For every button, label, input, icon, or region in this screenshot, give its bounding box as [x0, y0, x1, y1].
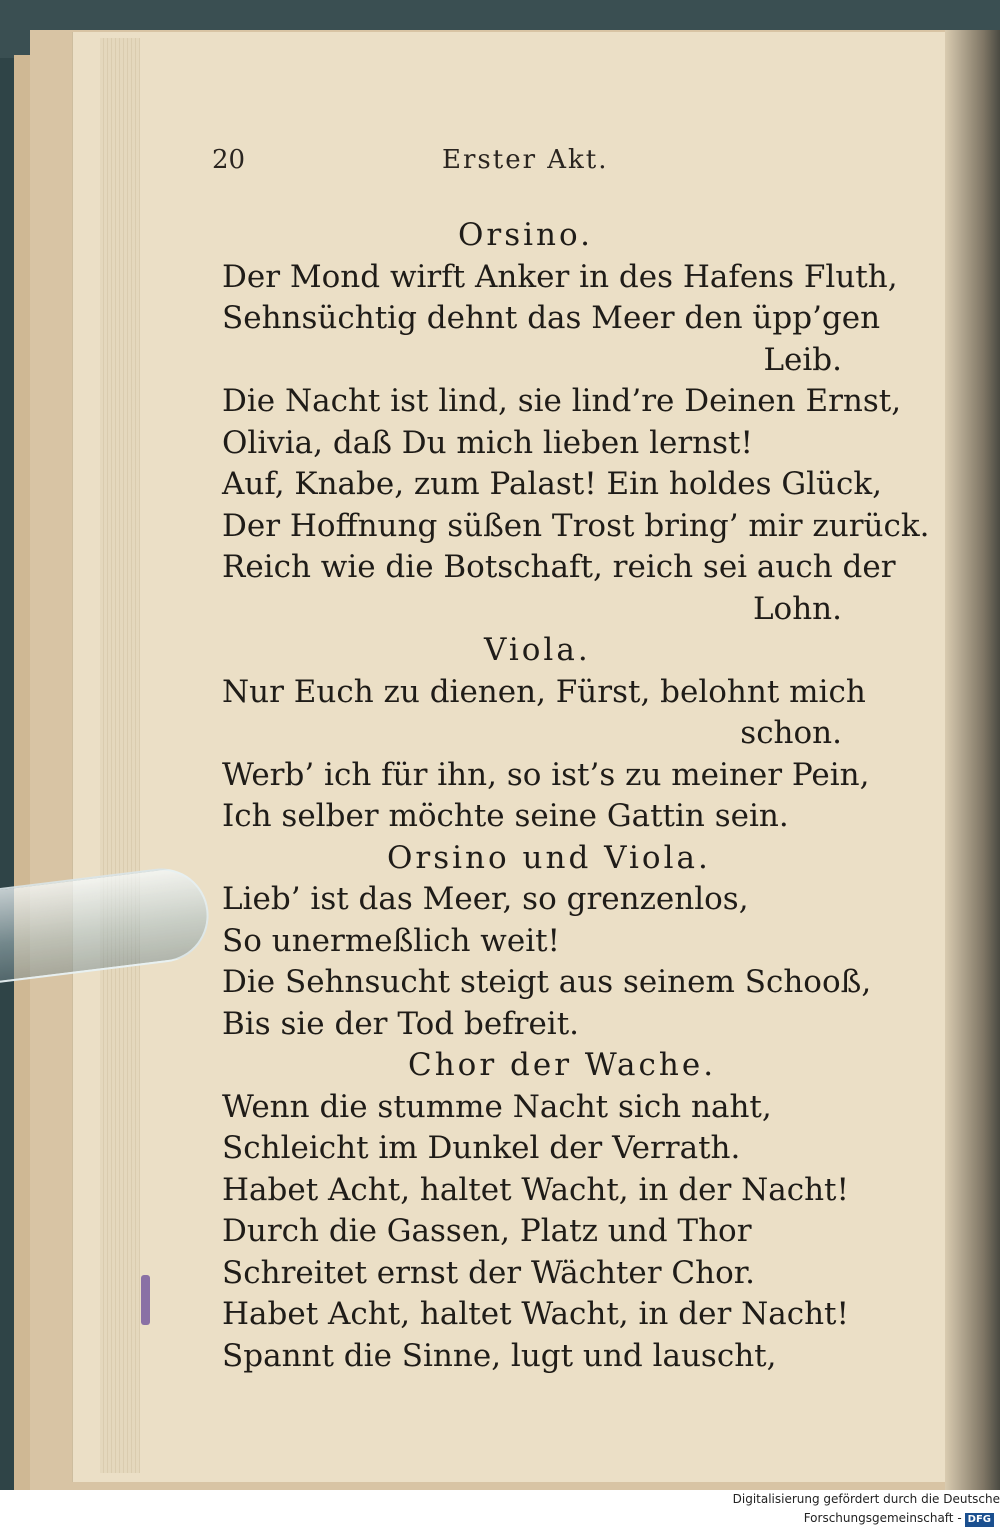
speaker-name: Viola.: [484, 632, 591, 668]
speaker-name: Chor der Wache.: [408, 1047, 717, 1083]
verse-line: Olivia, daß Du mich lieben lernst!: [222, 424, 753, 461]
verse-line: schon.: [740, 715, 842, 751]
verse-line: Wenn die stumme Nacht sich naht,: [222, 1088, 772, 1125]
verse-line: Nur Euch zu dienen, Fürst, belohnt mich: [222, 673, 866, 710]
verse-line: Die Nacht ist lind, sie lind’re Deinen Ernst,: [222, 383, 902, 419]
speaker-name: Orsino.: [458, 217, 593, 253]
dfg-logo: DFG: [965, 1513, 994, 1527]
verse-line: Auf, Knabe, zum Palast! Ein holdes Glück,: [222, 466, 883, 502]
footer-credit: Digitalisierung gefördert durch die Deutsche Forschungsgemeinschaft -: [732, 1492, 1000, 1525]
libretto-text: [222, 215, 930, 1377]
verse-line: Bis sie der Tod befreit.: [222, 1005, 580, 1042]
book-left-edge: [0, 58, 14, 1490]
gutter-shadow: [945, 30, 1000, 1490]
glass-page-weight: [0, 863, 219, 1017]
verse-line: Der Mond wirft Anker in des Hafens Fluth,: [222, 258, 898, 295]
verse-line: Ich selber möchte seine Gattin sein.: [222, 798, 789, 834]
verse-line: Habet Acht, haltet Wacht, in der Nacht!: [222, 1171, 849, 1208]
verse-line: Sehnsüchtig dehnt das Meer den üpp’gen: [222, 300, 881, 336]
verse-line: Lohn.: [752, 590, 842, 627]
page-edges: [100, 38, 140, 1473]
verse-line: Habet Acht, haltet Wacht, in der Nacht!: [222, 1296, 849, 1332]
verse-line: Leib.: [763, 341, 842, 378]
digitization-footer: [600, 1490, 1000, 1525]
verse-line: Reich wie die Botschaft, reich sei auch der: [222, 549, 896, 585]
verse-line: Der Hoffnung süßen Trost bring’ mir zurück.: [222, 507, 930, 544]
verse-line: Durch die Gassen, Platz und Thor: [222, 1213, 752, 1249]
speaker-name: Orsino und Viola.: [387, 839, 711, 876]
verse-line: Die Sehnsucht steigt aus seinem Schooß,: [222, 964, 872, 1000]
running-head: Erster Akt.: [442, 145, 609, 175]
verse-line: Schleicht im Dunkel der Verrath.: [222, 1130, 741, 1166]
verse-line: Lieb’ ist das Meer, so grenzenlos,: [222, 881, 749, 917]
verse-line: Werb’ ich für ihn, so ist’s zu meiner Pein,: [222, 756, 870, 793]
verse-line: Schreitet ernst der Wächter Chor.: [222, 1254, 756, 1291]
verse-line: Spannt die Sinne, lugt und lauscht,: [222, 1337, 777, 1374]
page-number: 20: [212, 145, 246, 175]
page-header: [212, 145, 812, 185]
verse-line: So unermeßlich weit!: [222, 922, 561, 959]
library-stamp-mark: [141, 1275, 150, 1325]
